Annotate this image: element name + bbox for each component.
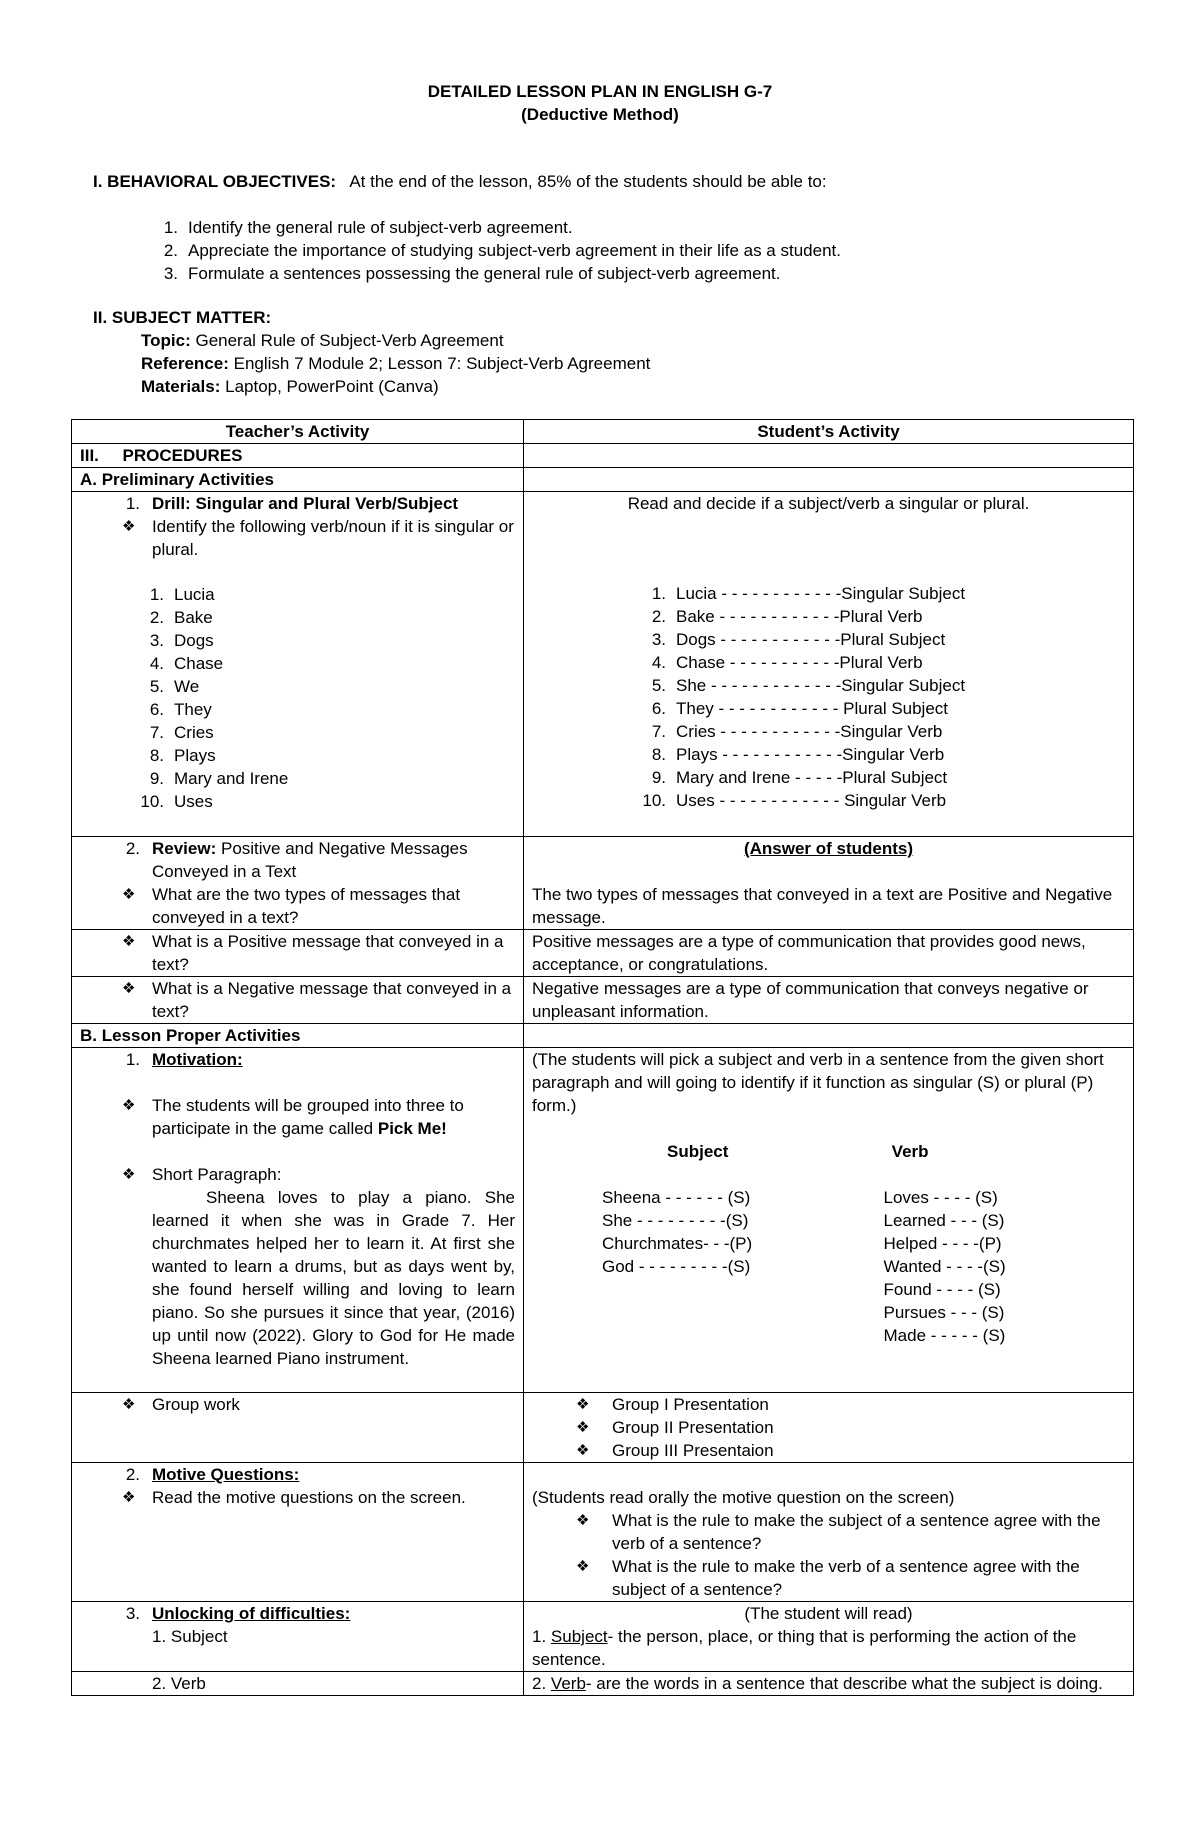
list-item: Sheena - - - - - - (S) bbox=[602, 1188, 751, 1207]
diamond-bullet-icon: ❖ bbox=[576, 1396, 590, 1413]
list-item: ❖ Group I Presentation bbox=[576, 1395, 769, 1414]
teacher-activity-header: Teacher’s Activity bbox=[72, 420, 524, 444]
drill-instruction: Identify the following verb/noun if it is singular or plural. bbox=[152, 517, 514, 559]
review-answer-3: Negative messages are a type of communication that conveys negative or unpleasant information. bbox=[524, 977, 1134, 1024]
list-item: Wanted - - - -(S) bbox=[883, 1257, 1006, 1276]
review-question-2: What is a Positive message that conveyed in a text? bbox=[152, 932, 504, 974]
diamond-bullet-icon: ❖ bbox=[122, 886, 136, 903]
verb-heading: Verb bbox=[891, 1142, 929, 1161]
list-item: Learned - - - (S) bbox=[883, 1211, 1005, 1230]
lesson-proper-heading: B. Lesson Proper Activities bbox=[80, 1026, 301, 1045]
table-row bbox=[72, 1024, 1134, 1048]
list-item: 8. Plays - - - - - - - - - - - -Singular Verb bbox=[651, 745, 945, 764]
review-label: Review: bbox=[152, 839, 217, 858]
table-row bbox=[72, 1463, 1134, 1602]
table-row bbox=[72, 837, 1134, 930]
title-line-1: DETAILED LESSON PLAN IN ENGLISH G-7 bbox=[427, 82, 773, 101]
review-cell: 2. Review: Positive and Negative Messages Conveyed in a Text ❖ What are the two types of messages that conveyed in a text? bbox=[72, 837, 524, 930]
motivation-cell: 1. Motivation: ❖ The students will be grouped into three to participate in the game called Pick Me! ❖ Short Paragraph: Sheena loves to play a piano. She learned it when she was in Grade 7. Her churchmates helped her to learn it. At first she wanted to learn a drums, but as days went by, she found herself willing and loving to learn piano. So she pursues it since that year, (2016) up until now (2022). Glory to God for He made Sheena learned Piano instrument. bbox=[72, 1048, 524, 1393]
objective-item: 2. Appreciate the importance of studying subject-verb agreement in their life as a student. bbox=[163, 241, 841, 260]
list-item: Helped - - - -(P) bbox=[883, 1234, 1002, 1253]
table-header-row bbox=[72, 420, 1134, 444]
verb-definition: 2. Verb- are the words in a sentence that describe what the subject is doing. bbox=[524, 1672, 1134, 1696]
answer-heading: (Answer of students) bbox=[743, 839, 914, 858]
title-line-2: (Deductive Method) bbox=[521, 105, 679, 124]
topic-line: Topic: General Rule of Subject-Verb Agreement bbox=[141, 331, 504, 350]
list-item: She - - - - - - - - -(S) bbox=[602, 1211, 749, 1230]
table-row bbox=[72, 468, 1134, 492]
diamond-bullet-icon: ❖ bbox=[122, 1097, 136, 1114]
game-name: Pick Me! bbox=[377, 1119, 447, 1138]
verbs-list bbox=[844, 1186, 1126, 1347]
list-item: 6. They - - - - - - - - - - - - Plural Subject bbox=[651, 699, 949, 718]
drill-items-list bbox=[80, 583, 515, 813]
list-item: ❖ Group III Presentaion bbox=[576, 1441, 774, 1460]
diamond-bullet-icon: ❖ bbox=[122, 1166, 136, 1183]
diamond-bullet-icon: ❖ bbox=[122, 1396, 136, 1413]
list-item: 5. We bbox=[149, 677, 200, 696]
objectives-heading-line bbox=[93, 170, 1143, 193]
diamond-bullet-icon: ❖ bbox=[122, 518, 136, 535]
list-item: Pursues - - - (S) bbox=[883, 1303, 1005, 1322]
short-paragraph-label: Short Paragraph: bbox=[152, 1165, 282, 1184]
unlocking-item-2: 2. Verb bbox=[152, 1674, 206, 1693]
subjects-list bbox=[532, 1186, 844, 1347]
reference-line: Reference: English 7 Module 2; Lesson 7: Subject-Verb Agreement bbox=[141, 354, 651, 373]
group-work-label: Group work bbox=[152, 1395, 240, 1414]
list-item: 1. Lucia - - - - - - - - - - - -Singular Subject bbox=[651, 584, 966, 603]
subject-matter-heading: II. SUBJECT MATTER: bbox=[93, 308, 272, 327]
subject-heading: Subject bbox=[667, 1142, 729, 1161]
unlocking-cell: 3. Unlocking of difficulties: 1. Subject bbox=[72, 1602, 524, 1672]
subject-definition: 1. Subject- the person, place, or thing that is performing the action of the sentence. bbox=[532, 1627, 1077, 1669]
subject-matter bbox=[93, 306, 1143, 398]
list-item: 9. Mary and Irene bbox=[149, 769, 289, 788]
drill-label: Drill: bbox=[152, 494, 191, 513]
list-item: ❖ What is the rule to make the verb of a sentence agree with the subject of a sentence? bbox=[576, 1557, 1080, 1599]
motive-answer-cell bbox=[524, 1463, 1134, 1602]
document-title bbox=[0, 80, 1200, 126]
list-item: Churchmates- - -(P) bbox=[602, 1234, 753, 1253]
objectives-heading: I. BEHAVIORAL OBJECTIVES: bbox=[93, 172, 337, 191]
drill-student-instruction: Read and decide if a subject/verb a singular or plural. bbox=[627, 494, 1030, 513]
list-item: 6. They bbox=[149, 700, 212, 719]
procedures-heading: III. PROCEDURES bbox=[80, 446, 243, 465]
list-item: 2. Bake - - - - - - - - - - - -Plural Verb bbox=[651, 607, 923, 626]
list-item: 10. Uses - - - - - - - - - - - - Singular Verb bbox=[642, 791, 947, 810]
motivation-heading: Motivation: bbox=[152, 1050, 243, 1069]
objectives-list bbox=[150, 216, 1150, 285]
drill-cell: 1. Drill: Singular and Plural Verb/Subject ❖ Identify the following verb/noun if it is singular or plural. 1. Lucia 2. Bake 3. Dogs 4. Chase 5. We 6. They 7. Cries 8. Plays 9. Mary and Irene 10. Uses bbox=[72, 492, 524, 837]
list-item: 4. Chase - - - - - - - - - - -Plural Verb bbox=[651, 653, 923, 672]
list-item: 7. Cries - - - - - - - - - - - -Singular Verb bbox=[651, 722, 943, 741]
groups-cell bbox=[524, 1393, 1134, 1463]
diamond-bullet-icon: ❖ bbox=[122, 980, 136, 997]
list-item: ❖ What is the rule to make the subject of a sentence agree with the verb of a sentence? bbox=[576, 1511, 1101, 1553]
table-row bbox=[72, 977, 1134, 1024]
motivation-student-text: (The students will pick a subject and verb in a sentence from the given short paragraph and will going to identify if it function as singular (S) or plural (P) form.) bbox=[532, 1050, 1104, 1115]
review-answer-cell bbox=[524, 837, 1134, 930]
unlocking-item-1: 1. Subject bbox=[152, 1627, 228, 1646]
list-item: 2. Bake bbox=[149, 608, 213, 627]
list-item: Found - - - - (S) bbox=[883, 1280, 1001, 1299]
drill-title: Singular and Plural Verb/Subject bbox=[195, 494, 459, 513]
materials-line: Materials: Laptop, PowerPoint (Canva) bbox=[141, 377, 439, 396]
list-item: 10. Uses bbox=[140, 792, 213, 811]
objective-item: 3. Formulate a sentences possessing the general rule of subject-verb agreement. bbox=[163, 264, 781, 283]
short-paragraph: Sheena loves to play a piano. She learned it when she was in Grade 7. Her churchmates helped her to learn it. At first she wanted to learn a drums, but as days went by, she found herself willing and loving to learn piano. So she pursues it since that year, (2016) up until now (2022). Glory to God for He made Sheena learned Piano instrument. bbox=[152, 1188, 515, 1368]
preliminary-heading: A. Preliminary Activities bbox=[80, 470, 275, 489]
unlocking-student-text: (The student will read) bbox=[744, 1604, 913, 1623]
list-item: 1. Lucia bbox=[149, 585, 215, 604]
objective-item: 1. Identify the general rule of subject-verb agreement. bbox=[163, 218, 573, 237]
review-question-1: What are the two types of messages that conveyed in a text? bbox=[152, 885, 461, 927]
list-item: 5. She - - - - - - - - - - - - -Singular Subject bbox=[651, 676, 966, 695]
list-item: 7. Cries bbox=[149, 723, 214, 742]
subject-verb-headings bbox=[532, 1140, 1125, 1163]
motive-heading: Motive Questions: bbox=[152, 1465, 300, 1484]
subject-verb-lists bbox=[532, 1186, 1125, 1347]
table-row bbox=[72, 1672, 1134, 1696]
table-row bbox=[72, 444, 1134, 468]
list-item: Made - - - - - (S) bbox=[883, 1326, 1006, 1345]
diamond-bullet-icon: ❖ bbox=[576, 1512, 590, 1529]
diamond-bullet-icon: ❖ bbox=[576, 1442, 590, 1459]
list-item: God - - - - - - - - -(S) bbox=[602, 1257, 751, 1276]
table-row bbox=[72, 1602, 1134, 1672]
list-item: Loves - - - - (S) bbox=[883, 1188, 998, 1207]
motive-cell: 2. Motive Questions: ❖ Read the motive questions on the screen. bbox=[72, 1463, 524, 1602]
table-row bbox=[72, 492, 1134, 837]
drill-answer-cell bbox=[524, 492, 1134, 837]
list-item: ❖ Group II Presentation bbox=[576, 1418, 774, 1437]
drill-answers-list bbox=[532, 582, 1125, 812]
table-row bbox=[72, 1048, 1134, 1393]
review-question-3: What is a Negative message that conveyed in a text? bbox=[152, 979, 512, 1021]
review-title: Positive and Negative Messages Conveyed in a Text bbox=[152, 839, 468, 881]
motive-student-text: (Students read orally the motive question on the screen) bbox=[532, 1488, 955, 1507]
diamond-bullet-icon: ❖ bbox=[122, 933, 136, 950]
list-item: 3. Dogs - - - - - - - - - - - -Plural Subject bbox=[651, 630, 946, 649]
list-item: 4. Chase bbox=[149, 654, 224, 673]
table-row bbox=[72, 930, 1134, 977]
diamond-bullet-icon: ❖ bbox=[122, 1489, 136, 1506]
list-item: 8. Plays bbox=[149, 746, 216, 765]
objectives-intro: At the end of the lesson, 85% of the students should be able to: bbox=[349, 172, 827, 191]
unlocking-heading: Unlocking of difficulties: bbox=[152, 1604, 351, 1623]
motive-instruction: Read the motive questions on the screen. bbox=[152, 1488, 466, 1507]
diamond-bullet-icon: ❖ bbox=[576, 1558, 590, 1575]
review-answer-1: The two types of messages that conveyed in a text are Positive and Negative message. bbox=[532, 885, 1113, 927]
list-item: 9. Mary and Irene - - - - -Plural Subject bbox=[651, 768, 948, 787]
activities-table bbox=[71, 419, 1134, 1696]
review-answer-2: Positive messages are a type of communication that provides good news, acceptance, or congratulations. bbox=[524, 930, 1134, 977]
diamond-bullet-icon: ❖ bbox=[576, 1419, 590, 1436]
student-activity-header: Student’s Activity bbox=[524, 420, 1134, 444]
unlocking-answer-cell bbox=[524, 1602, 1134, 1672]
motivation-text: The students will be grouped into three to participate in the game called bbox=[152, 1096, 464, 1138]
table-row bbox=[72, 1393, 1134, 1463]
motivation-answer-cell bbox=[524, 1048, 1134, 1393]
list-item: 3. Dogs bbox=[149, 631, 214, 650]
